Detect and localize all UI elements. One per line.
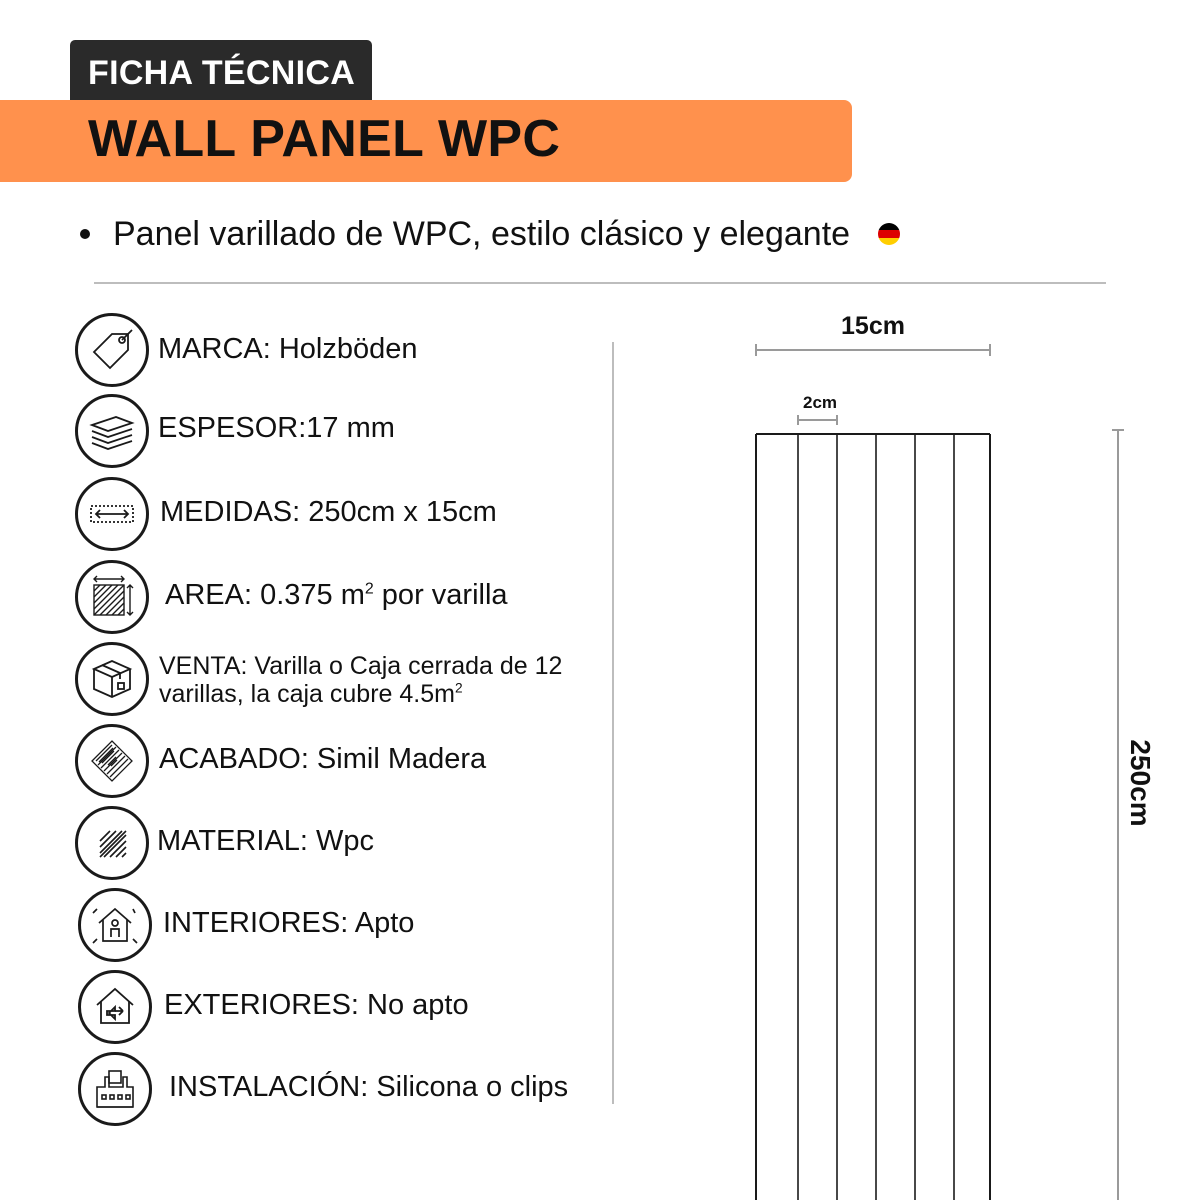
slat-width-dimension-line bbox=[793, 412, 843, 428]
slat-width-label: 2cm bbox=[802, 393, 838, 412]
spec-medidas: MEDIDAS: 250cm x 15cm bbox=[160, 496, 497, 528]
horizontal-divider bbox=[94, 282, 1106, 284]
spec-area-text: AREA: 0.375 m bbox=[165, 579, 365, 611]
description-bullet bbox=[80, 214, 900, 254]
page-title: WALL PANEL WPC bbox=[88, 110, 561, 168]
height-label: 250cm bbox=[1125, 739, 1156, 827]
layers-icon bbox=[75, 394, 149, 468]
spec-material: MATERIAL: Wpc bbox=[157, 825, 374, 857]
spec-area bbox=[165, 578, 508, 612]
house-arrows-icon bbox=[78, 970, 152, 1044]
width-dimension-line bbox=[750, 340, 1000, 360]
tag-label: FICHA TÉCNICA bbox=[88, 54, 356, 92]
price-tag-icon bbox=[75, 313, 149, 387]
spec-instalacion: INSTALACIÓN: Silicona o clips bbox=[169, 1071, 569, 1103]
title-banner bbox=[0, 100, 852, 182]
house-person-icon bbox=[78, 888, 152, 962]
spec-exteriores: EXTERIORES: No apto bbox=[164, 989, 469, 1021]
area-square-icon bbox=[75, 560, 149, 634]
spec-marca: MARCA: Holzböden bbox=[158, 333, 418, 365]
germany-flag-icon bbox=[878, 223, 900, 245]
spec-area-suffix: por varilla bbox=[373, 579, 508, 611]
texture-finish-icon bbox=[75, 724, 149, 798]
spec-venta-line2 bbox=[159, 680, 463, 708]
material-hatch-icon bbox=[75, 806, 149, 880]
description-text: Panel varillado de WPC, estilo clásico y elegante bbox=[113, 214, 851, 253]
spec-area-sup: 2 bbox=[364, 580, 374, 598]
panel-slats-drawing bbox=[750, 428, 1000, 1200]
bullet-dot-icon bbox=[80, 229, 90, 239]
spec-venta-line1: VENTA: Varilla o Caja cerrada de 12 bbox=[159, 652, 563, 680]
measure-arrow-icon bbox=[75, 477, 149, 551]
width-label: 15cm bbox=[841, 312, 905, 340]
vertical-divider bbox=[612, 342, 614, 1104]
spec-interiores: INTERIORES: Apto bbox=[163, 907, 415, 939]
factory-icon bbox=[78, 1052, 152, 1126]
ficha-tecnica-tag bbox=[70, 40, 372, 102]
spec-acabado: ACABADO: Simil Madera bbox=[159, 743, 487, 775]
spec-venta-text: varillas, la caja cubre 4.5m bbox=[159, 680, 455, 708]
spec-venta-sup: 2 bbox=[454, 680, 463, 696]
spec-espesor: ESPESOR:17 mm bbox=[158, 412, 395, 444]
box-icon bbox=[75, 642, 149, 716]
